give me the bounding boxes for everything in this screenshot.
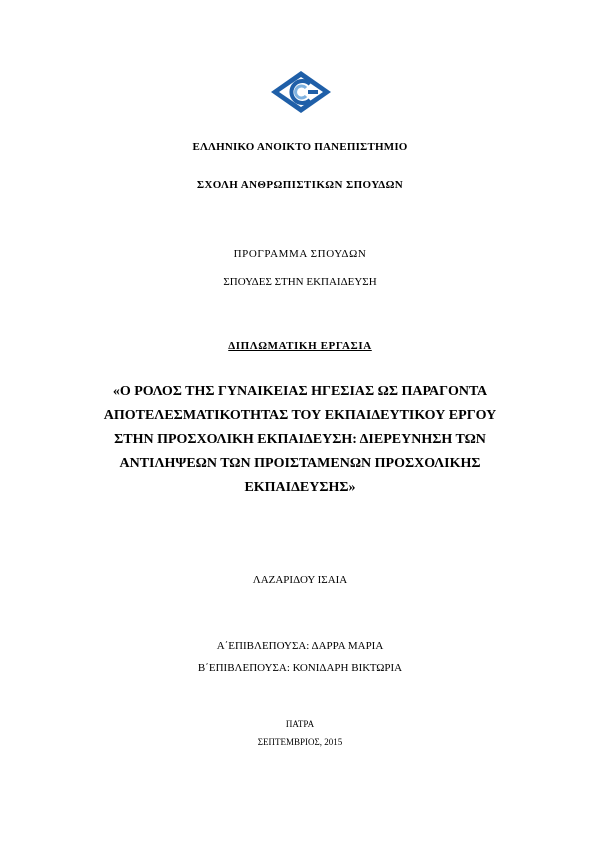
university-name: ΕΛΛΗΝΙΚΟ ΑΝΟΙΚΤΟ ΠΑΝΕΠΙΣΤΗΜΙΟ <box>192 141 408 153</box>
thesis-title-line: ΑΝΤΙΛΗΨΕΩΝ ΤΩΝ ΠΡΟΙΣΤΑΜΕΝΩΝ ΠΡΟΣΧΟΛΙΚΗΣ <box>119 456 481 471</box>
program-label: ΠΡΟΓΡΑΜΜΑ ΣΠΟΥΔΩΝ <box>233 248 367 260</box>
second-supervisor: Β΄ΕΠΙΒΛΕΠΟΥΣΑ: ΚΟΝΙΔΑΡΗ ΒΙΚΤΩΡΙΑ <box>197 662 403 674</box>
author-name: ΛΑΖΑΡΙΔΟΥ ΙΣΑΙΑ <box>252 574 348 586</box>
thesis-title-line: ΑΠΟΤΕΛΕΣΜΑΤΙΚΟΤΗΤΑΣ ΤΟΥ ΕΚΠΑΙΔΕΥΤΙΚΟΥ ΕΡΓΟΥ <box>103 408 497 423</box>
thesis-title-line: ΕΚΠΑΙΔΕΥΣΗΣ» <box>244 480 356 495</box>
thesis-label: ΔΙΠΛΩΜΑΤΙΚΗ ΕΡΓΑΣΙΑ <box>228 340 372 352</box>
thesis-title-line: «Ο ΡΟΛΟΣ ΤΗΣ ΓΥΝΑΙΚΕΙΑΣ ΗΓΕΣΙΑΣ ΩΣ ΠΑΡΑΓΟΝΤΑ <box>112 384 488 399</box>
first-supervisor: Α΄ΕΠΙΒΛΕΠΟΥΣΑ: ΔΑΡΡΑ ΜΑΡΙΑ <box>216 640 384 652</box>
date: ΣΕΠΤΕΜΒΡΙΟΣ, 2015 <box>257 737 343 747</box>
program-name: ΣΠΟΥΔΕΣ ΣΤΗΝ ΕΚΠΑΙΔΕΥΣΗ <box>223 276 377 288</box>
thesis-title-line: ΣΤΗΝ ΠΡΟΣΧΟΛΙΚΗ ΕΚΠΑΙΔΕΥΣΗ: ΔΙΕΡΕΥΝΗΣΗ ΤΩΝ <box>114 432 486 447</box>
university-logo-icon <box>270 70 332 114</box>
thesis-title <box>70 380 530 500</box>
school-name: ΣΧΟΛΗ ΑΝΘΡΩΠΙΣΤΙΚΩΝ ΣΠΟΥΔΩΝ <box>196 179 404 191</box>
city: ΠΑΤΡΑ <box>285 719 315 729</box>
